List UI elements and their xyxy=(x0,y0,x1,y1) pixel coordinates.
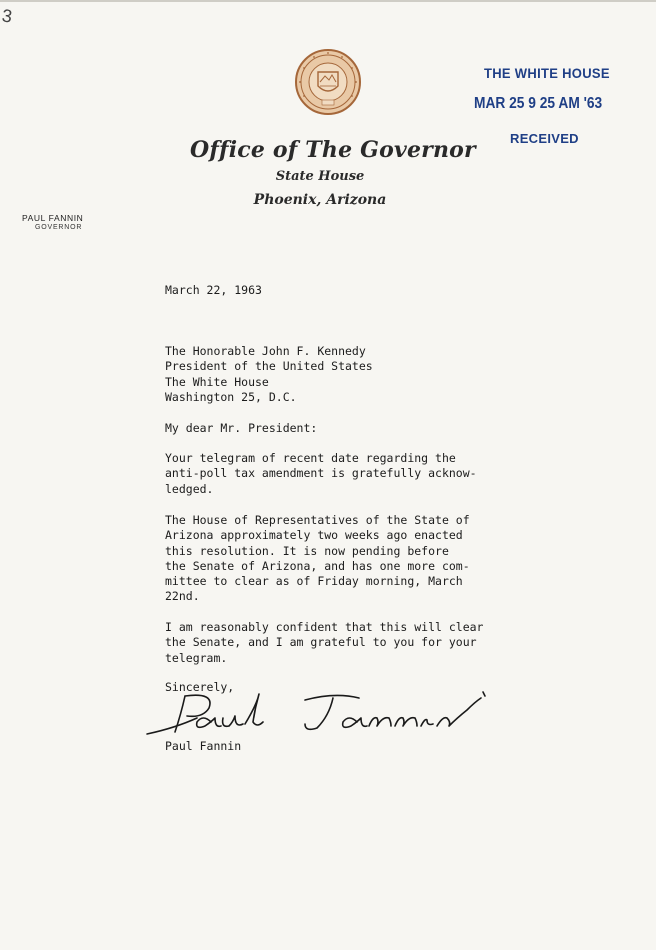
paragraph-line: I am reasonably confident that this will clear xyxy=(165,620,484,634)
paragraph-line: The House of Representatives of the State of xyxy=(165,513,470,527)
stamp-line-3: RECEIVED xyxy=(510,131,579,146)
paragraph-1 xyxy=(165,451,477,497)
paragraph-line: the Senate, and I am grateful to you for your xyxy=(165,635,477,650)
signer-name: Paul Fannin xyxy=(165,739,242,753)
stamp-line-1: THE WHITE HOUSE xyxy=(484,65,610,82)
paragraph-line: Arizona approximately two weeks ago enacted xyxy=(165,528,463,543)
letterhead-line-state-house: State House xyxy=(275,169,365,184)
governor-title: GOVERNOR xyxy=(35,224,83,231)
recipient-address xyxy=(165,344,373,405)
paragraph-3 xyxy=(165,620,484,666)
state-seal-icon xyxy=(294,48,362,116)
letterhead-line-city: Phoenix, Arizona xyxy=(253,192,387,208)
stamp-line-2: MAR 25 9 25 AM '63 xyxy=(474,95,603,112)
address-line: Washington 25, D.C. xyxy=(165,389,297,404)
paragraph-line: 22nd. xyxy=(165,589,200,604)
paragraph-line: ledged. xyxy=(165,481,214,496)
closing: Sincerely, xyxy=(165,680,235,694)
governor-name: PAUL FANNIN xyxy=(22,213,84,223)
address-line: The Honorable John F. Kennedy xyxy=(165,344,366,358)
paragraph-2 xyxy=(165,513,470,605)
address-line: President of the United States xyxy=(165,359,373,374)
paragraph-line: the Senate of Arizona, and has one more com- xyxy=(165,558,470,573)
handwritten-signature xyxy=(145,688,515,740)
paragraph-line: anti-poll tax amendment is gratefully acknow- xyxy=(165,466,477,481)
address-line: The White House xyxy=(165,374,269,389)
paragraph-line: telegram. xyxy=(165,650,228,665)
corner-handwritten-number: 3 xyxy=(0,5,14,27)
paragraph-line: this resolution. It is now pending before xyxy=(165,543,449,558)
page-top-edge xyxy=(0,0,656,2)
paragraph-line: mittee to clear as of Friday morning, March xyxy=(165,574,463,589)
letter-date: March 22, 1963 xyxy=(165,283,262,297)
salutation: My dear Mr. President: xyxy=(165,421,318,435)
letterhead-title: Office of The Governor xyxy=(190,137,476,163)
paragraph-line: Your telegram of recent date regarding the xyxy=(165,451,456,465)
